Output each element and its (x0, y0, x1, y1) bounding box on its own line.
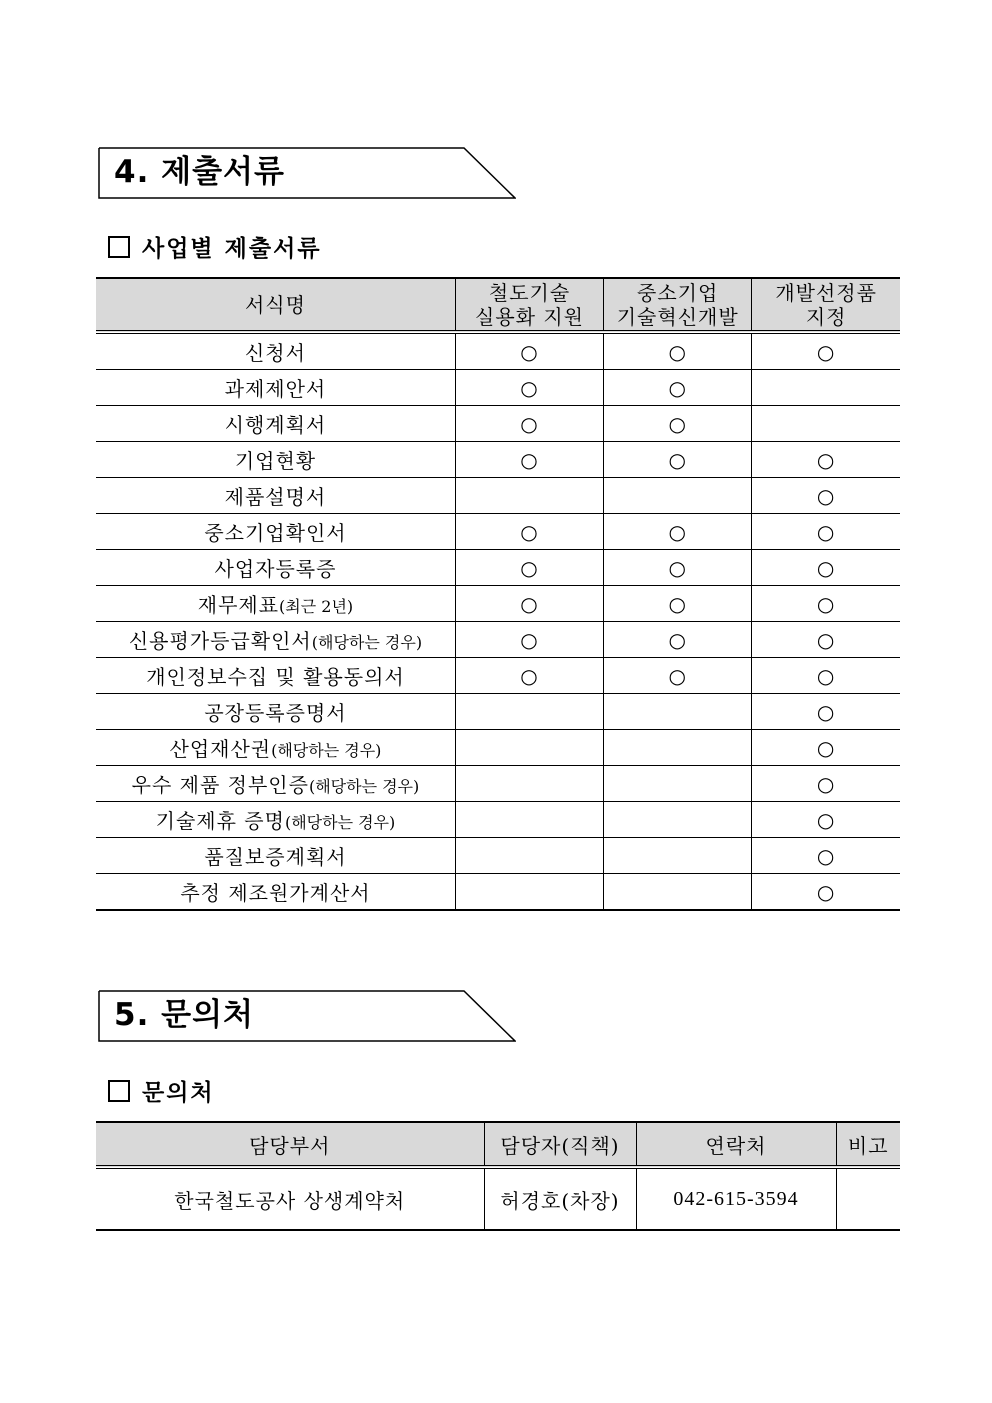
requirement-mark-cell (604, 766, 752, 802)
form-name-cell (96, 874, 455, 911)
form-name-cell (96, 694, 455, 730)
form-name: 기업현황 (234, 449, 317, 473)
form-name-cell (96, 802, 455, 838)
form-note: (해당하는 경우) (271, 741, 382, 760)
requirement-mark-cell: ○ (752, 694, 900, 730)
table-row (96, 766, 900, 802)
form-name: 신용평가등급확인서 (128, 629, 312, 653)
requirement-mark-cell: ○ (752, 586, 900, 622)
requirement-mark-cell: ○ (455, 550, 603, 586)
form-name-cell (96, 586, 455, 622)
requirement-mark-cell: ○ (455, 514, 603, 550)
requirement-mark-cell: ○ (752, 514, 900, 550)
requirement-mark-cell: ○ (455, 370, 603, 406)
header-railway-tech: 철도기술 실용화 지원 (455, 278, 603, 332)
form-note: (해당하는 경우) (284, 813, 396, 832)
requirement-mark-cell (455, 730, 603, 766)
contact-person-cell: 허경호(차장) (484, 1167, 636, 1230)
form-name: 기술제휴 증명 (155, 809, 285, 833)
header-selected-product: 개발선정품 지정 (752, 278, 900, 332)
requirement-mark-cell: ○ (604, 514, 752, 550)
form-name-cell (96, 370, 455, 406)
requirement-mark-cell: ○ (604, 442, 752, 478)
form-name-cell (96, 550, 455, 586)
requirement-mark-cell: ○ (604, 332, 752, 370)
documents-table (96, 277, 900, 911)
table-row (96, 332, 900, 370)
requirement-mark-cell: ○ (752, 874, 900, 911)
requirement-mark-cell: ○ (604, 622, 752, 658)
header-sme-innovation: 중소기업 기술혁신개발 (604, 278, 752, 332)
form-name: 신청서 (244, 341, 306, 365)
requirement-mark-cell: ○ (752, 442, 900, 478)
form-name: 제품설명서 (224, 485, 327, 509)
requirement-mark-cell: ○ (752, 766, 900, 802)
requirement-mark-cell: ○ (455, 658, 603, 694)
requirement-mark-cell: ○ (455, 442, 603, 478)
form-name-cell (96, 658, 455, 694)
contact-table (96, 1121, 900, 1231)
phone-cell: 042-615-3594 (636, 1167, 836, 1230)
requirement-mark-cell (752, 370, 900, 406)
requirement-mark-cell: ○ (455, 332, 603, 370)
section-5-subheading (108, 1078, 215, 1108)
form-name-cell (96, 766, 455, 802)
table-row (96, 802, 900, 838)
form-name: 중소기업확인서 (204, 521, 347, 545)
subheading-text: 문의처 (142, 1079, 215, 1106)
form-name: 과제제안서 (224, 377, 327, 401)
table-row (96, 838, 900, 874)
requirement-mark-cell (604, 730, 752, 766)
requirement-mark-cell (455, 874, 603, 911)
requirement-mark-cell (455, 802, 603, 838)
requirement-mark-cell: ○ (752, 478, 900, 514)
section-4-subheading (108, 234, 322, 264)
form-name: 품질보증계획서 (204, 845, 347, 869)
form-name: 재무제표 (197, 593, 280, 617)
table-row (96, 622, 900, 658)
requirement-mark-cell: ○ (752, 658, 900, 694)
form-name-cell (96, 406, 455, 442)
requirement-mark-cell (604, 694, 752, 730)
section-4-title: 4. 제출서류 (114, 154, 285, 190)
form-name-cell (96, 838, 455, 874)
subheading-text: 사업별 제출서류 (142, 235, 322, 262)
header-form-name: 서식명 (96, 278, 455, 332)
form-name-cell (96, 442, 455, 478)
requirement-mark-cell (455, 478, 603, 514)
table-row (96, 370, 900, 406)
form-note: (해당하는 경우) (308, 777, 420, 796)
requirement-mark-cell: ○ (604, 658, 752, 694)
table-row (96, 442, 900, 478)
table-row (96, 694, 900, 730)
requirement-mark-cell (604, 478, 752, 514)
requirement-mark-cell: ○ (455, 622, 603, 658)
requirement-mark-cell (604, 838, 752, 874)
form-name-cell (96, 514, 455, 550)
header-phone: 연락처 (636, 1122, 836, 1167)
form-name: 산업재산권 (169, 737, 272, 761)
department-cell: 한국철도공사 상생계약처 (96, 1167, 484, 1230)
requirement-mark-cell: ○ (752, 622, 900, 658)
contact-header-row (96, 1122, 900, 1167)
table-header-row (96, 278, 900, 332)
form-name-cell (96, 478, 455, 514)
form-name: 시행계획서 (224, 413, 327, 437)
requirement-mark-cell: ○ (455, 586, 603, 622)
section-5-title: 5. 문의처 (114, 997, 254, 1033)
requirement-mark-cell: ○ (604, 370, 752, 406)
form-name-cell (96, 622, 455, 658)
form-name-cell (96, 332, 455, 370)
form-note: (최근 2년) (279, 597, 354, 616)
header-department: 담당부서 (96, 1122, 484, 1167)
form-name: 사업자등록증 (214, 557, 337, 581)
form-name: 공장등록증명서 (204, 701, 347, 725)
table-row (96, 586, 900, 622)
requirement-mark-cell: ○ (752, 730, 900, 766)
remarks-cell (836, 1167, 900, 1230)
table-row (96, 478, 900, 514)
requirement-mark-cell (604, 802, 752, 838)
header-remarks: 비고 (836, 1122, 900, 1167)
checkbox-square-icon (108, 1080, 130, 1102)
form-name: 추정 제조원가계산서 (180, 881, 371, 905)
requirement-mark-cell: ○ (752, 550, 900, 586)
table-row (96, 550, 900, 586)
requirement-mark-cell (455, 766, 603, 802)
form-name-cell (96, 730, 455, 766)
form-note: (해당하는 경우) (311, 633, 423, 652)
table-row (96, 730, 900, 766)
section-4-header (98, 147, 516, 199)
requirement-mark-cell: ○ (604, 406, 752, 442)
contact-row (96, 1167, 900, 1230)
requirement-mark-cell: ○ (752, 332, 900, 370)
requirement-mark-cell: ○ (604, 586, 752, 622)
table-row (96, 658, 900, 694)
requirement-mark-cell: ○ (752, 802, 900, 838)
requirement-mark-cell (455, 838, 603, 874)
requirement-mark-cell: ○ (752, 838, 900, 874)
requirement-mark-cell (455, 694, 603, 730)
requirement-mark-cell: ○ (455, 406, 603, 442)
form-name: 우수 제품 정부인증 (131, 773, 309, 797)
table-row (96, 406, 900, 442)
requirement-mark-cell: ○ (604, 550, 752, 586)
requirement-mark-cell (752, 406, 900, 442)
form-name: 개인정보수집 및 활용동의서 (146, 665, 405, 689)
table-row (96, 874, 900, 911)
checkbox-square-icon (108, 236, 130, 258)
table-row (96, 514, 900, 550)
requirement-mark-cell (604, 874, 752, 911)
header-contact-person: 담당자(직책) (484, 1122, 636, 1167)
section-5-header (98, 990, 516, 1042)
